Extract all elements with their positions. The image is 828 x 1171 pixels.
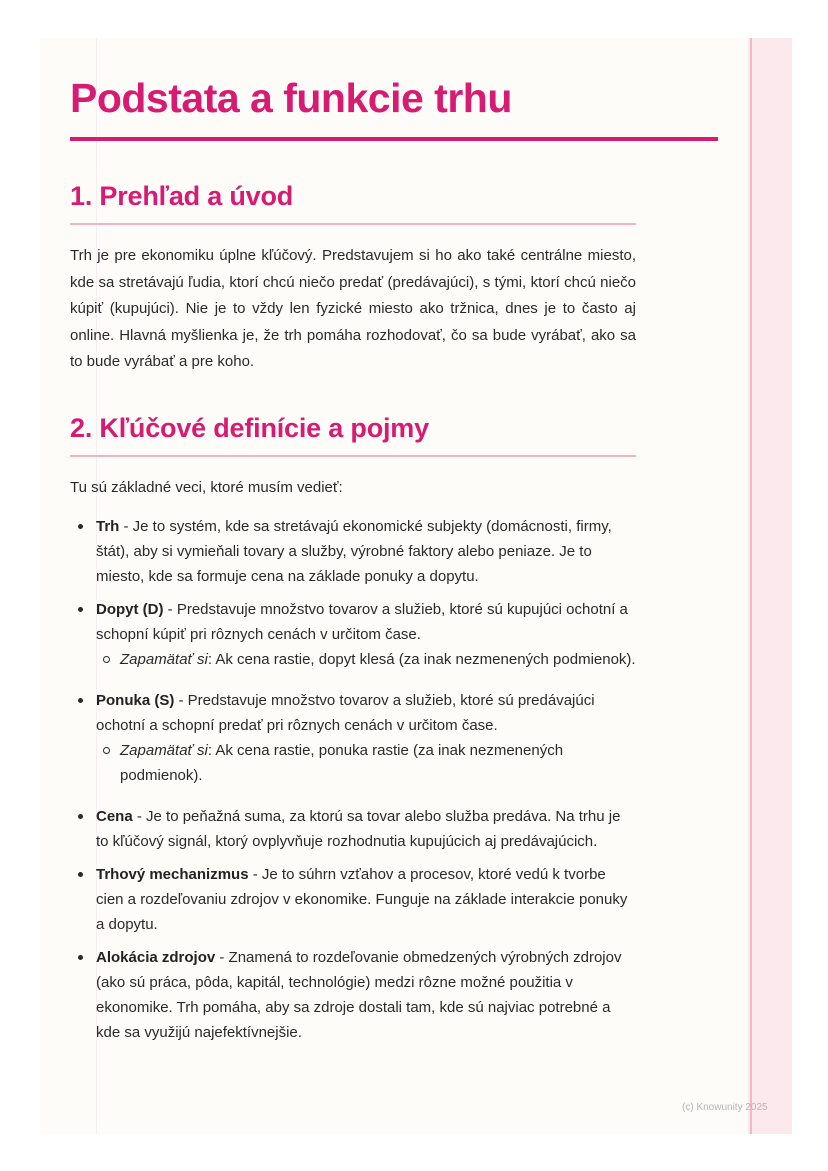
list-item (70, 804, 636, 854)
bullet-icon (78, 524, 83, 529)
copyright-footer: (c) Knowunity 2025 (682, 1102, 768, 1113)
section-divider (70, 223, 636, 225)
bullet-icon (78, 872, 83, 877)
list-item (70, 945, 636, 1045)
section-heading: 2. Kľúčové definície a pojmy (70, 413, 429, 443)
section-definitions (70, 410, 636, 1053)
section-paragraph: Trh je pre ekonomiku úplne kľúčový. Predstavujem si ho ako také centrálne miesto, kde sa stretávajú ľudia, ktorí chcú niečo predať (predávajúci), s tými, ktorí chcú niečo kúpiť (kupujúci). Nie je to vždy len fyzické miesto ako tržnica, dnes je to často aj online. Hlavná myšlienka je, že trh pomáha rozhodovať, čo sa bude vyrábať, ako sa to bude vyrábať a pre koho. (70, 247, 636, 370)
note-text: : Ak cena rastie, ponuka rastie (za inak nezmenených podmienok). (120, 742, 564, 784)
bullet-icon (78, 814, 83, 819)
right-margin-band (748, 38, 792, 1134)
note-key: Zapamätať si (120, 742, 208, 759)
term-label: Trh (96, 518, 120, 535)
note-key: Zapamätať si (120, 651, 208, 668)
term-label: Cena (96, 808, 133, 825)
definition-list (70, 514, 636, 1045)
bullet-icon (78, 607, 83, 612)
note-text: : Ak cena rastie, dopyt klesá (za inak nezmenených podmienok). (207, 651, 636, 668)
hollow-bullet-icon (103, 747, 110, 754)
document-content (70, 70, 636, 1041)
term-definition: - Znamená to rozdeľovanie obmedzených výrobných zdrojov (ako sú práca, pôda, kapitál, technológie) medzi rôzne možné použitia v ekonomike. Trh pomáha, aby sa zdroje dostali tam, kde sú najviac potrebné a kde sa využijú najefektívnejšie. (96, 949, 622, 1041)
page-title: Podstata a funkcie trhu (70, 75, 512, 121)
section-overview (70, 178, 636, 376)
section-intro: Tu sú základné veci, ktoré musím vedieť: (70, 479, 343, 496)
sub-list (96, 647, 636, 672)
section-divider (70, 455, 636, 457)
hollow-bullet-icon (103, 656, 110, 663)
term-label: Alokácia zdrojov (96, 949, 216, 966)
term-label: Ponuka (S) (96, 692, 175, 709)
right-margin-line (750, 38, 752, 1134)
term-definition: - Predstavuje množstvo tovarov a služieb, ktoré sú kupujúci ochotní a schopní kúpiť pri rôznych cenách v určitom čase. (96, 601, 628, 643)
list-item (70, 597, 636, 672)
sub-list (96, 738, 636, 788)
term-definition: - Je to peňažná suma, za ktorú sa tovar alebo služba predáva. Na trhu je to kľúčový signál, ktorý ovplyvňuje rozhodnutia kupujúcich aj predávajúcich. (96, 808, 621, 850)
term-label: Dopyt (D) (96, 601, 164, 618)
list-item (70, 862, 636, 937)
list-item (70, 514, 636, 589)
bullet-icon (78, 955, 83, 960)
section-heading: 1. Prehľad a úvod (70, 181, 294, 211)
term-definition: - Je to súhrn vzťahov a procesov, ktoré vedú k tvorbe cien a rozdeľovaniu zdrojov v ekonomike. Funguje na základe interakcie ponuky a dopytu. (96, 866, 628, 933)
term-definition: - Predstavuje množstvo tovarov a služieb, ktoré sú predávajúci ochotní a schopní predať pri rôznych cenách v určitom čase. (96, 692, 595, 734)
term-definition: - Je to systém, kde sa stretávajú ekonomické subjekty (domácnosti, firmy, štát), aby si vymieňali tovary a služby, výrobné faktory alebo peniaze. Je to miesto, kde sa formuje cena na základe ponuky a dopytu. (96, 518, 612, 585)
term-label: Trhový mechanizmus (96, 866, 249, 883)
sub-list-item (96, 738, 636, 788)
title-divider (70, 137, 718, 141)
list-item (70, 688, 636, 788)
bullet-icon (78, 698, 83, 703)
sub-list-item (96, 647, 636, 672)
